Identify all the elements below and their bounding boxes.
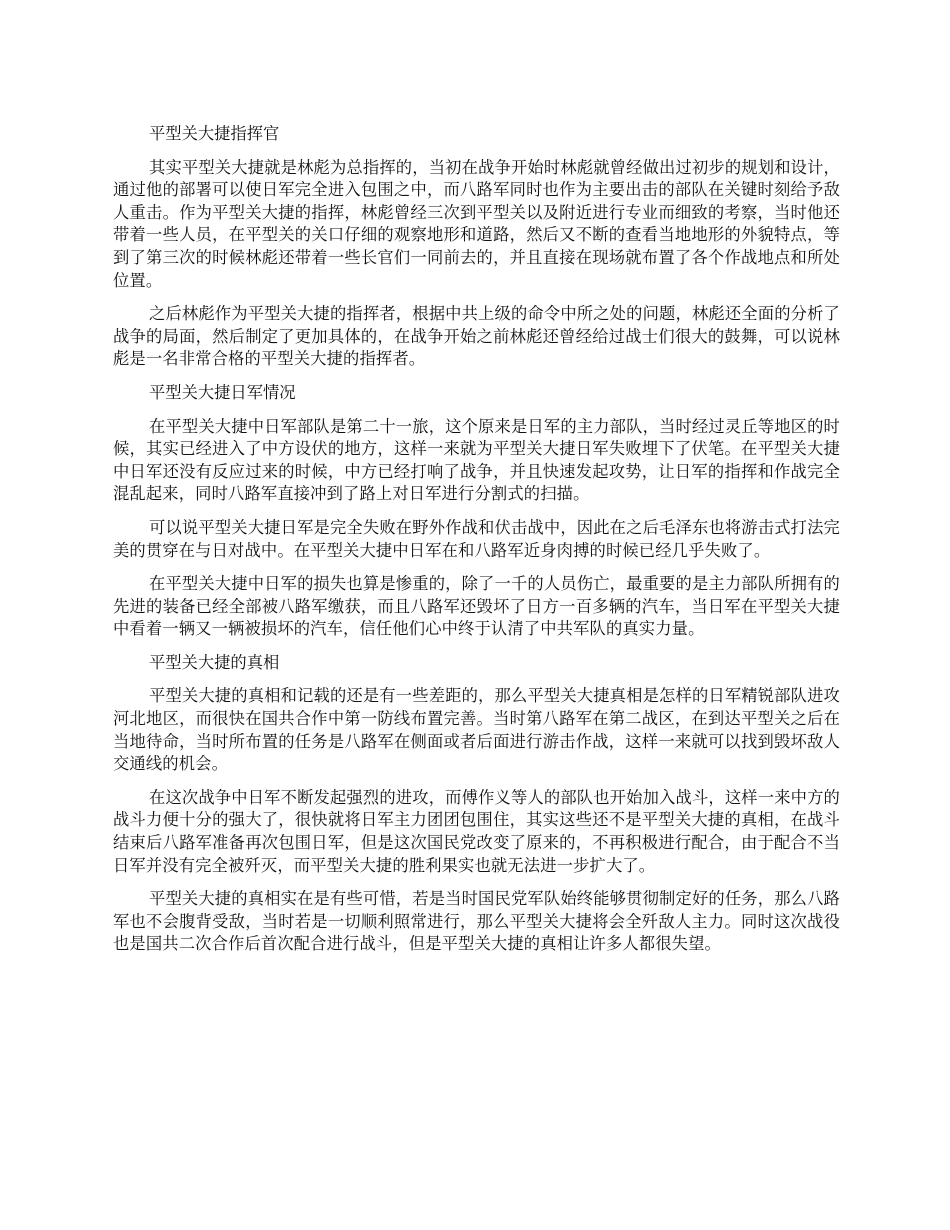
paragraph: 平型关大捷的真相实在是有些可惜，若是当时国民党军队始终能够贯彻制定好的任务，那么八路军也不会腹背受敌，当时若是一切顺利照常进行，那么平型关大捷将会全歼敌人主力。同时这次战役也是国共二次合作后首次配合进行战斗，但是平型关大捷的真相让许多人都很失望。 xyxy=(113,889,840,954)
paragraph: 可以说平型关大捷日军是完全失败在野外作战和伏击战中，因此在之后毛泽东也将游击式打法完美的贯穿在与日对战中。在平型关大捷中日军在和八路军近身肉搏的时候已经几乎失败了。 xyxy=(113,517,840,560)
paragraph: 其实平型关大捷就是林彪为总指挥的，当初在战争开始时林彪就曾经做出过初步的规划和设计，通过他的部署可以使日军完全进入包围之中，而八路军同时也作为主要出击的部队在关键时刻给予敌人重击。作为平型关大捷的指挥，林彪曾经三次到平型关以及附近进行专业而细致的考察，当时他还带着一些人员，在平型关的关口仔细的观察地形和道路，然后又不断的查看当地地形的外貌特点，等到了第三次的时候林彪还带着一些长官们一同前去的，并且直接在现场就布置了各个作战地点和所处位置。 xyxy=(113,157,840,290)
section-heading: 平型关大捷的真相 xyxy=(149,652,280,672)
section-truth xyxy=(113,652,840,956)
paragraph: 之后林彪作为平型关大捷的指挥者，根据中共上级的命令中所之处的问题，林彪还全面的分析了战争的局面，然后制定了更加具体的，在战争开始之前林彪还曾经给过战士们很大的鼓舞，可以说林彪是一名非常合格的平型关大捷的指挥者。 xyxy=(113,304,840,369)
paragraph: 在平型关大捷中日军的损失也算是惨重的，除了一千的人员伤亡，最重要的是主力部队所拥有的先进的装备已经全部被八路军缴获，而且八路军还毁坏了日方一百多辆的汽车，当日军在平型关大捷中看着一辆又一辆被损坏的汽车，信任他们心中终于认清了中共军队的真实力量。 xyxy=(113,574,840,639)
paragraph: 平型关大捷的真相和记载的还是有一些差距的，那么平型关大捷真相是怎样的日军精锐部队进攻河北地区，而很快在国共合作中第一防线布置完善。当时第八路军在第二战区，在到达平型关之后在当地待命，当时所布置的任务是八路军在侧面或者后面进行游击作战，这样一来就可以找到毁坏敌人交通线的机会。 xyxy=(113,686,840,774)
section-heading: 平型关大捷指挥官 xyxy=(149,124,280,143)
paragraph: 在这次战争中日军不断发起强烈的进攻，而傅作义等人的部队也开始加入战斗，这样一来中方的战斗力便十分的强大了，很快就将日军主力团团包围住，其实这些还不是平型关大捷的真相，在战斗结束后八路军准备再次包围日军，但是这次国民党改变了原来的，不再积极进行配合，由于配合不当日军并没有完全被歼灭，而平型关大捷的胜利果实也就无法进一步扩大了。 xyxy=(113,787,840,875)
section-commander xyxy=(113,123,840,371)
paragraph: 在平型关大捷中日军部队是第二十一旅，这个原来是日军的主力部队，当时经过灵丘等地区的时候，其实已经进入了中方设伏的地方，这样一来就为平型关大捷日军失败埋下了伏笔。在平型关大捷中日军还没有反应过来的时候，中方已经打响了战争，并且快速发起攻势，让日军的指挥和作战完全混乱起来，同时八路军直接冲到了路上对日军进行分割式的扫描。 xyxy=(113,416,840,504)
section-heading: 平型关大捷日军情况 xyxy=(149,382,296,402)
section-japanese-army xyxy=(113,382,840,641)
article-body xyxy=(113,123,840,967)
